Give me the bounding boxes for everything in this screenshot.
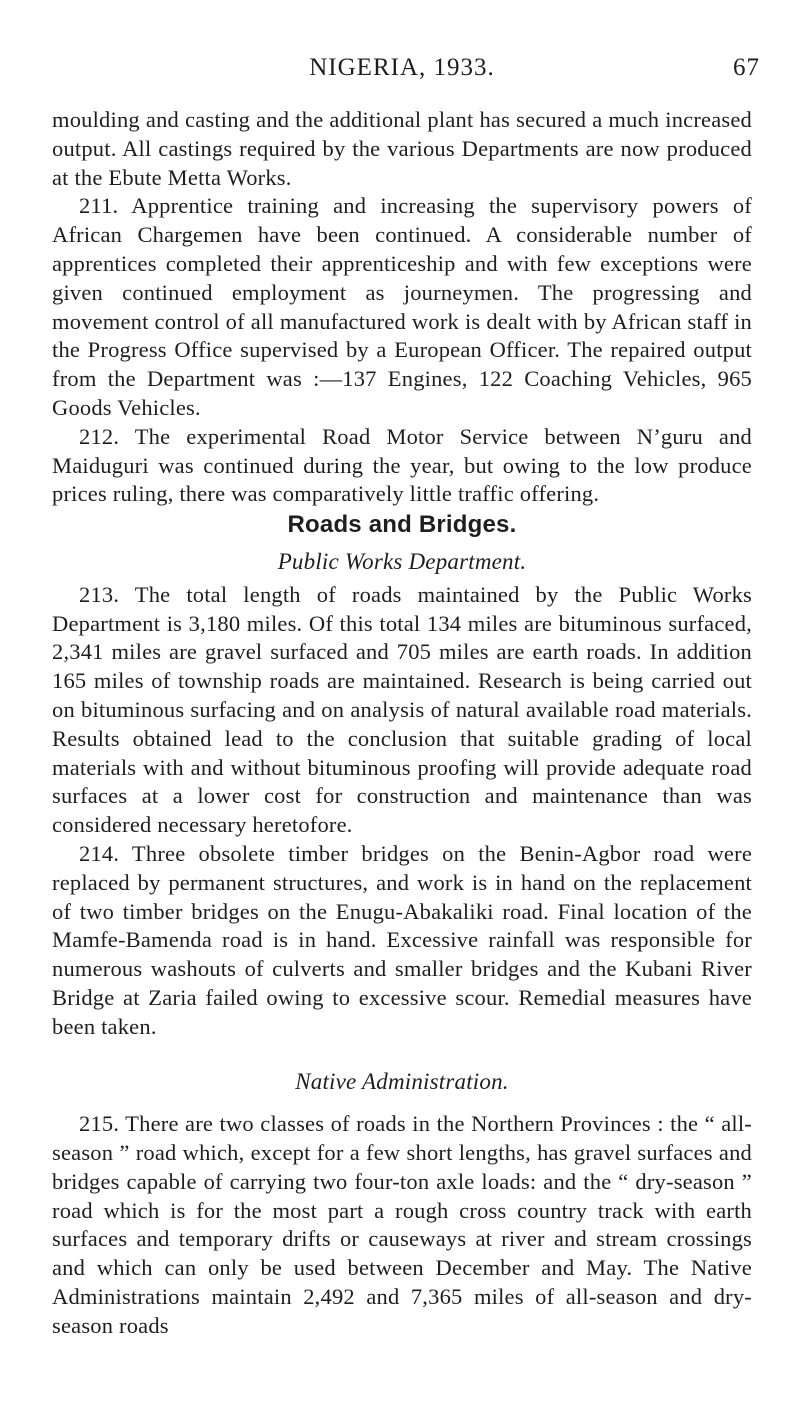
running-title: NIGERIA, 1933. — [309, 54, 495, 81]
page-number: 67 — [733, 54, 760, 81]
paragraph-211: 211. Apprentice training and increasing the supervisory powers of African Chargemen have been continued. A considerable number of apprentices completed their apprenticeship and with few exceptions were given continued employment as journeymen. The progressing and movement control of all manufactured work is dealt with by African staff in the Progress Office supervised by a European Officer. The repaired output from the Department was :—137 Engines, 122 Coaching Vehicles, 965 Goods Vehicles. — [52, 193, 752, 420]
body-text — [52, 106, 752, 1341]
subheading-native-administration: Native Administration. — [295, 1068, 509, 1094]
document-page — [52, 40, 760, 1341]
subheading-public-works-department: Public Works Department. — [277, 548, 527, 574]
paragraph-215: 215. There are two classes of roads in the Northern Provinces : the “ all-season ” road which, except for a few short lengths, has gravel surfaces and bridges capable of carrying two four-ton axle loads: and the “ dry-season ” road which is for the most part a rough cross country track with earth surfaces and temporary drifts or causeways at river and stream crossings and which can only be used between December and May. The Native Administrations maintain 2,492 and 7,365 miles of all-season and dry-season roads — [52, 1111, 752, 1338]
section-heading-roads-and-bridges: Roads and Bridges. — [287, 511, 517, 539]
paragraph-214: 214. Three obsolete timber bridges on the Benin-Agbor road were replaced by permanent structures, and work is in hand on the replacement of two timber bridges on the Enugu-Abakaliki road. Final location of the Mamfe-Bamenda road is in hand. Excessive rainfall was responsible for numerous washouts of culverts and smaller bridges and the Kubani River Bridge at Zaria failed owing to excessive scour. Remedial measures have been taken. — [52, 840, 752, 1039]
running-header — [52, 40, 760, 81]
paragraph-continued: moulding and casting and the additional plant has secured a much increased output. All castings required by the various Departments are now produced at the Ebute Metta Works. — [52, 107, 752, 190]
paragraph-213: 213. The total length of roads maintained by the Public Works Department is 3,180 miles. Of this total 134 miles are bituminous surfaced, 2,341 miles are gravel surfaced and 705 miles are earth roads. In addition 165 miles of township roads are maintained. Research is being carried out on bituminous surfacing and on analysis of natural available road materials. Results obtained lead to the conclusion that suitable grading of local materials with and without bituminous proofing will provide adequate road surfaces at a lower cost for construction and maintenance than was considered necessary heretofore. — [52, 581, 752, 838]
paragraph-212: 212. The experimental Road Motor Service between N’guru and Maiduguri was continued during the year, but owing to the low produce prices ruling, there was comparatively little traffic offering. — [52, 423, 752, 507]
